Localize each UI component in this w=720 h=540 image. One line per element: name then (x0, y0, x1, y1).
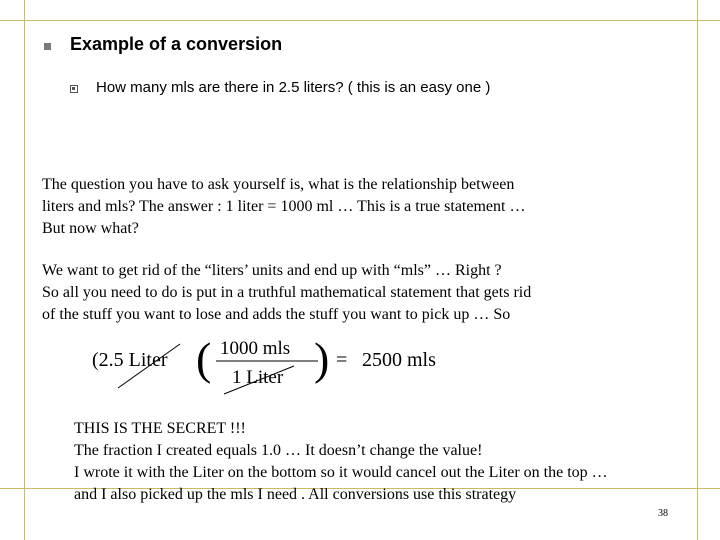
secret-explanation (74, 418, 608, 506)
left-paren: ( (196, 333, 212, 384)
paragraph-relationship (42, 174, 525, 240)
conversion-equation (88, 326, 468, 396)
paragraph-line: But now what? (42, 220, 139, 237)
paragraph-units (42, 260, 531, 326)
secret-line: The fraction I created equals 1.0 … It doesn’t change the value! (74, 442, 483, 459)
slide-heading: Example of a conversion (70, 34, 283, 54)
paragraph-line: So all you need to do is put in a truthful mathematical statement that gets rid (42, 284, 532, 301)
secret-line: I wrote it with the Liter on the bottom so it would cancel out the Liter on the top … (74, 464, 608, 481)
equation-denominator: 1 Liter (232, 367, 284, 388)
top-rule (0, 20, 720, 21)
paragraph-line: liters and mls? The answer : 1 liter = 1000 ml … This is a true statement … (42, 198, 526, 215)
right-rule (697, 0, 698, 540)
square-bullet-icon (44, 43, 51, 50)
equation-left-term: (2.5 Liter (92, 349, 168, 371)
secret-line: THIS IS THE SECRET !!! (74, 420, 246, 437)
sub-question: How many mls are there in 2.5 liters? ( this is an easy one ) (96, 79, 491, 96)
hollow-square-bullet-icon (70, 85, 78, 93)
equation-numerator: 1000 mls (220, 338, 291, 359)
paragraph-line: The question you have to ask yourself is, what is the relationship between (42, 176, 515, 193)
paragraph-line: of the stuff you want to lose and adds the stuff you want to pick up … So (42, 306, 511, 323)
equals-sign: = (336, 349, 348, 371)
right-paren: ) (314, 333, 330, 384)
equation-result: 2500 mls (362, 349, 436, 371)
left-rule (24, 0, 25, 540)
paragraph-line: We want to get rid of the “liters’ units and end up with “mls” … Right ? (42, 262, 502, 279)
page-number: 38 (658, 508, 668, 519)
secret-line: and I also picked up the mls I need . All conversions use this strategy (74, 486, 517, 503)
